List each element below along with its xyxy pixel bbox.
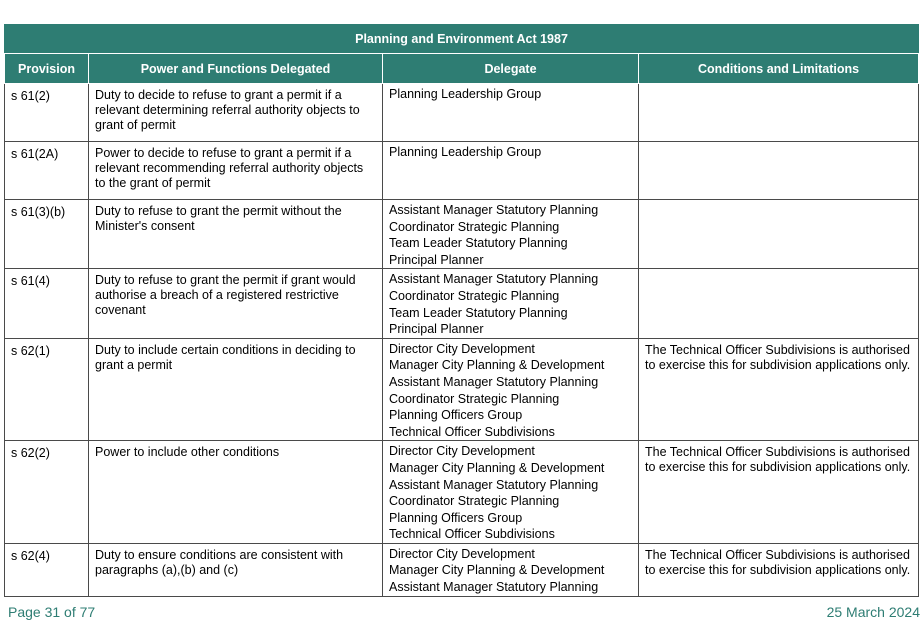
delegate-item: Director City Development (389, 546, 535, 561)
document-date: 25 March 2024 (826, 604, 920, 620)
table-row (5, 269, 919, 338)
delegate-item: Planning Leadership Group (389, 145, 542, 159)
delegate-item: Principal Planner (389, 252, 484, 267)
header-conditions: Conditions and Limitations (639, 54, 919, 84)
power-text: Duty to refuse to grant the permit if grant would authorise a breach of a registered restrictive covenant (95, 273, 356, 318)
delegate-cell (383, 84, 639, 142)
power-cell (89, 142, 383, 200)
power-text: Duty to ensure conditions are consistent with paragraphs (a),(b) and (c) (95, 547, 344, 577)
delegate-cell (383, 441, 639, 544)
delegate-item: Assistant Manager Statutory Planning (389, 374, 599, 389)
table-row (5, 84, 919, 142)
delegate-item: Assistant Manager Statutory Planning (389, 203, 599, 217)
provision-text: s 61(2) (11, 89, 50, 103)
table-row (5, 142, 919, 200)
conditions-cell (639, 338, 919, 441)
delegate-item: Planning Officers Group (389, 510, 523, 525)
delegate-item: Planning Leadership Group (389, 87, 542, 101)
power-text: Power to decide to refuse to grant a permit if a relevant recommending referral authority objects to the grant of permit (95, 146, 364, 190)
delegate-cell (383, 543, 639, 596)
page-number: Page 31 of 77 (8, 604, 96, 620)
power-text: Duty to refuse to grant the permit without the Minister's consent (95, 204, 342, 233)
provision-text: s 62(1) (11, 343, 50, 358)
conditions-text: The Technical Officer Subdivisions is authorised to exercise this for subdivision applications only. (645, 342, 911, 372)
delegate-item: Team Leader Statutory Planning (389, 305, 568, 320)
provision-cell (5, 338, 89, 441)
conditions-text: The Technical Officer Subdivisions is authorised to exercise this for subdivision applications only. (645, 547, 911, 577)
conditions-cell (639, 200, 919, 269)
conditions-cell (639, 142, 919, 200)
header-delegate: Delegate (383, 54, 639, 84)
delegate-item: Coordinator Strategic Planning (389, 219, 560, 234)
provision-cell (5, 543, 89, 596)
delegate-item: Director City Development (389, 341, 535, 356)
provision-text: s 62(2) (11, 446, 50, 461)
delegate-item: Manager City Planning & Development (389, 460, 605, 475)
conditions-cell (639, 269, 919, 338)
power-cell (89, 200, 383, 269)
delegate-item: Principal Planner (389, 322, 484, 337)
delegate-item: Team Leader Statutory Planning (389, 236, 568, 251)
power-text: Duty to decide to refuse to grant a permit if a relevant determining referral authority objects to grant of permit (95, 88, 360, 132)
delegate-item: Coordinator Strategic Planning (389, 494, 560, 509)
power-cell (89, 543, 383, 596)
provision-text: s 62(4) (11, 548, 50, 563)
delegate-item: Manager City Planning & Development (389, 563, 605, 578)
power-cell (89, 269, 383, 338)
act-title: Planning and Environment Act 1987 (5, 25, 919, 54)
table-row (5, 441, 919, 544)
delegate-item: Assistant Manager Statutory Planning (389, 272, 599, 287)
conditions-cell (639, 543, 919, 596)
provision-text: s 61(2A) (11, 147, 59, 161)
delegate-item: Assistant Manager Statutory Planning (389, 477, 599, 492)
delegation-table-wrapper (4, 24, 918, 597)
provision-text: s 61(3)(b) (11, 205, 66, 219)
provision-cell (5, 269, 89, 338)
delegate-cell (383, 200, 639, 269)
conditions-cell (639, 84, 919, 142)
provision-cell (5, 441, 89, 544)
delegate-item: Technical Officer Subdivisions (389, 527, 555, 542)
table-row (5, 200, 919, 269)
delegate-cell (383, 338, 639, 441)
delegate-item: Planning Officers Group (389, 408, 523, 423)
power-cell (89, 338, 383, 441)
header-power: Power and Functions Delegated (89, 54, 383, 84)
provision-cell (5, 200, 89, 269)
provision-cell (5, 84, 89, 142)
table-row (5, 338, 919, 441)
delegation-table (4, 24, 919, 597)
power-text: Duty to include certain conditions in deciding to grant a permit (95, 342, 356, 372)
conditions-cell (639, 441, 919, 544)
delegate-cell (383, 269, 639, 338)
delegate-item: Manager City Planning & Development (389, 358, 605, 373)
provision-text: s 61(4) (11, 274, 50, 289)
delegate-item: Director City Development (389, 444, 535, 459)
delegate-item: Technical Officer Subdivisions (389, 424, 555, 439)
delegate-cell (383, 142, 639, 200)
power-cell (89, 84, 383, 142)
conditions-text: The Technical Officer Subdivisions is authorised to exercise this for subdivision applications only. (645, 445, 911, 475)
header-provision: Provision (5, 54, 89, 84)
provision-cell (5, 142, 89, 200)
power-cell (89, 441, 383, 544)
table-row (5, 543, 919, 596)
delegate-item: Assistant Manager Statutory Planning (389, 580, 599, 595)
delegate-item: Coordinator Strategic Planning (389, 288, 560, 303)
delegate-item: Coordinator Strategic Planning (389, 391, 560, 406)
power-text: Power to include other conditions (95, 445, 280, 460)
